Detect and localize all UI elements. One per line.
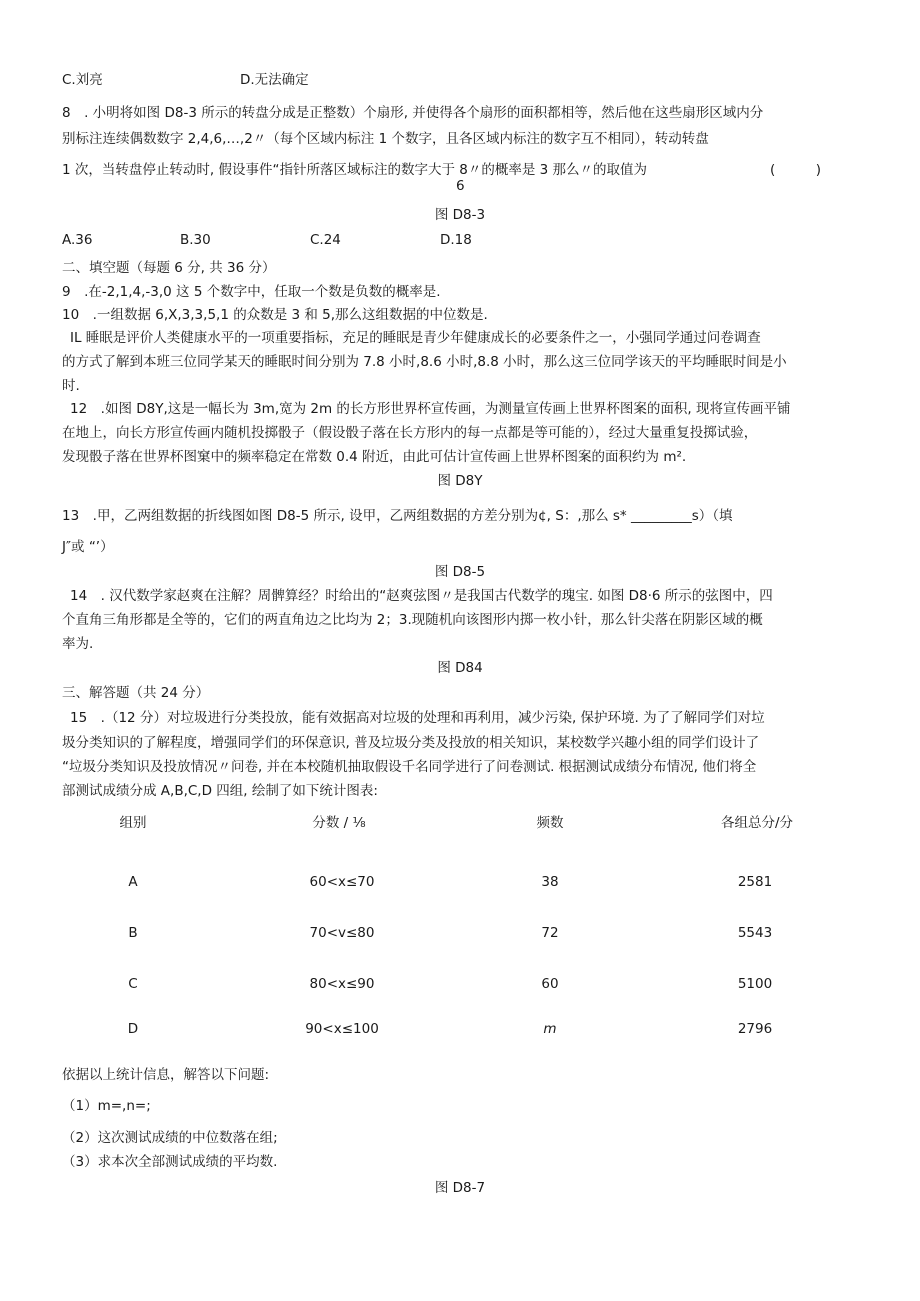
header-frequency: 频数 [536, 815, 564, 831]
q8-line-2: 别标注连续偶数数字 2,4,6,…,2〃（每个区域内标注 1 个数字，且各区域内标注的数字互不相同），转动转盘 [62, 131, 709, 147]
q8-choice-c: C.24 [310, 232, 341, 248]
row-group: B [128, 925, 138, 941]
figure-caption-d8-7: 图 D8-7 [434, 1180, 486, 1196]
figure-caption-d8-5: 图 D8-5 [434, 564, 486, 580]
row-total: 2581 [737, 874, 773, 890]
q12-line-3: 发现骰子落在世界杯图窠中的频率稳定在常数 0.4 附近，由此可估计宣传画上世界杯图案的面积约为 m². [62, 449, 687, 465]
q8-choice-b: B.30 [180, 232, 211, 248]
section-2-heading: 二、填空题（每题 6 分, 共 36 分） [62, 260, 276, 276]
q9: 9 .在-2,1,4,-3,0 这 5 个数字中，任取一个数是负数的概率是. [62, 284, 441, 300]
row-range: 80<x≤90 [309, 976, 375, 992]
q15-line-2: 圾分类知识的了解程度，增强同学们的环保意识, 普及垃圾分类及投放的相关知识，某校数学兴趣小组的同学们设计了 [62, 735, 760, 751]
row-total: 5100 [737, 976, 773, 992]
option-d: D.无法确定 [240, 72, 309, 88]
q14-line-1: 14 . 汉代数学家赵爽在注解？周髀算经？时给出的“赵爽弦图〃是我国古代数学的瑰宝. 如图 D8·6 所示的弦图中，四 [70, 588, 773, 604]
row-frequency: 60 [541, 976, 559, 992]
q12-line-2: 在地上，向长方形宣传画内随机投掷骰子（假设骰子落在长方形内的每一点都是等可能的），经过大量重复投掷试验， [62, 425, 758, 441]
row-total: 5543 [737, 925, 773, 941]
row-frequency: 38 [541, 874, 559, 890]
sub-question-3: （3）求本次全部测试成绩的平均数. [62, 1154, 278, 1170]
q8-answer-bracket: ( ) [770, 162, 822, 178]
q11-line-1: IL 睡眠是评价人类健康水平的一项重要指标，充足的睡眠是青少年健康成长的必要条件之一，小强同学通过问卷调查 [70, 330, 761, 346]
q13-line-2: J″或 “’） [62, 539, 114, 555]
q15-line-4: 部测试成绩分成 A,B,C,D 四组, 绘制了如下统计图表: [62, 783, 378, 799]
row-range: 60<x≤70 [309, 874, 375, 890]
row-range: 70<v≤80 [309, 925, 375, 941]
q14-line-3: 率为. [62, 636, 94, 652]
q13-line-1: 13 .甲，乙两组数据的折线图如图 D8-5 所示, 设甲，乙两组数据的方差分别为¢, S：,那么 s* _________s）（填 [62, 508, 733, 524]
row-group: A [128, 874, 138, 890]
header-group: 组别 [119, 815, 147, 831]
q8-line-1: 8 . 小明将如图 D8-3 所示的转盘分成是正整数）个扇形, 并使得各个扇形的面积都相等，然后他在这些扇形区域内分 [62, 105, 764, 121]
row-frequency: m [543, 1021, 557, 1037]
row-total: 2796 [737, 1021, 773, 1037]
q10: 10 .一组数据 6,X,3,3,5,1 的众数是 3 和 5,那么这组数据的中位数是. [62, 307, 488, 323]
figure-caption-d8y: 图 D8Y [437, 473, 483, 489]
q8-fraction-denominator: 6 [456, 178, 465, 194]
row-frequency: 72 [541, 925, 559, 941]
option-c: C.刘亮 [62, 72, 103, 88]
header-total: 各组总分/分 [720, 815, 794, 831]
q15-line-1: 15 .（12 分）对垃圾进行分类投放，能有效据高对垃圾的处理和再利用，减少污染, 保护环境. 为了了解同学们对垃 [70, 710, 765, 726]
figure-caption-d8-3: 图 D8-3 [434, 207, 486, 223]
q11-line-2: 的方式了解到本班三位同学某天的睡眠时间分别为 7.8 小时,8.6 小时,8.8 小时，那么这三位同学该天的平均睡眠时间是小 [62, 354, 787, 370]
figure-caption-d84: 图 D84 [437, 660, 483, 676]
basis-line: 依据以上统计信息，解答以下问题: [62, 1067, 270, 1083]
row-group: C [128, 976, 138, 992]
row-range: 90<x≤100 [305, 1021, 379, 1037]
q8-choice-a: A.36 [62, 232, 93, 248]
sub-question-2: （2）这次测试成绩的中位数落在组; [62, 1130, 278, 1146]
header-score: 分数 / ⅛ [312, 815, 366, 831]
q8-line-3: 1 次，当转盘停止转动时, 假设事件“指针所落区域标注的数字大于 8〃的概率是 3 那么〃的取值为 [62, 162, 648, 178]
q11-line-3: 时. [62, 378, 80, 394]
q15-line-3: “垃圾分类知识及投放情况〃问卷, 并在本校随机抽取假设千名同学进行了问卷测试. 根据测试成绩分布情况, 他们将全 [62, 759, 757, 775]
section-3-heading: 三、解答题（共 24 分） [62, 685, 210, 701]
sub-question-1: （1）m=,n=; [62, 1098, 151, 1114]
q12-line-1: 12 .如图 D8Y,这是一幅长为 3m,宽为 2m 的长方形世界杯宣传画，为测量宣传画上世界杯图案的面积, 现将宣传画平铺 [70, 401, 791, 417]
row-group: D [127, 1021, 139, 1037]
q14-line-2: 个直角三角形都是全等的，它们的两直角边之比均为 2；3.现随机向该图形内掷一枚小针，那么针尖落在阴影区域的概 [62, 612, 763, 628]
q8-choice-d: D.18 [440, 232, 472, 248]
